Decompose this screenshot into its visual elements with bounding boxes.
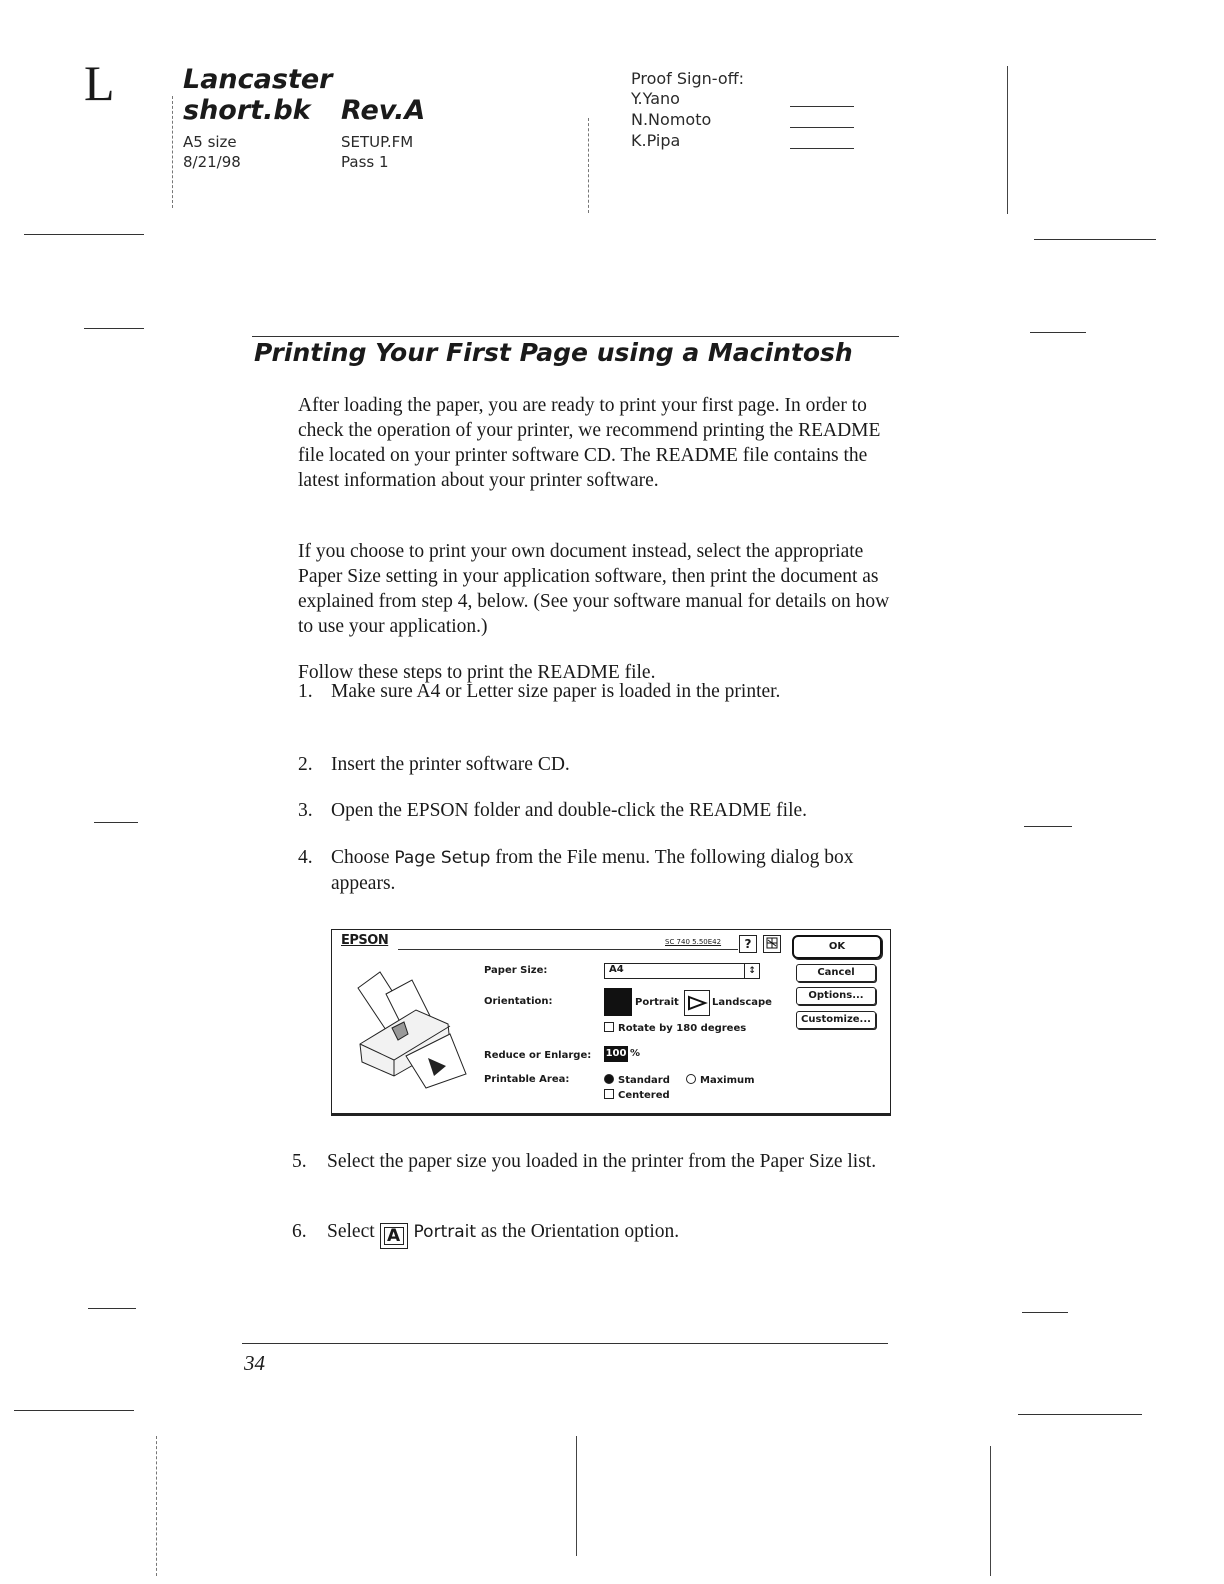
- step-text-pre: Select: [327, 1221, 380, 1242]
- step-text: Make sure A4 or Letter size paper is loaded in the printer.: [331, 681, 781, 702]
- step-text-pre: Choose: [331, 847, 395, 868]
- help-icon-glyph: ?: [744, 937, 752, 951]
- reduce-enlarge-label: Reduce or Enlarge:: [484, 1050, 592, 1061]
- rotate-option[interactable]: [604, 1022, 746, 1034]
- step-number: 1.: [298, 681, 313, 702]
- header-date: 8/21/98: [183, 153, 241, 171]
- maximum-label: Maximum: [700, 1075, 755, 1086]
- help-icon[interactable]: [739, 935, 757, 953]
- paper-size-select[interactable]: [604, 963, 760, 979]
- printer-settings-icon[interactable]: [763, 935, 781, 953]
- landscape-label: Landscape: [712, 997, 772, 1008]
- step-number: 4.: [298, 847, 313, 868]
- step-text: Select the paper size you loaded in the printer from the Paper Size list.: [327, 1151, 877, 1172]
- ui-option-portrait: Portrait: [413, 1222, 477, 1242]
- header-title-line1: Lancaster: [183, 64, 333, 95]
- signoff-line-3: [790, 148, 854, 149]
- rotate-label: Rotate by 180 degrees: [618, 1023, 747, 1034]
- step-text: Insert the printer software CD.: [331, 754, 570, 775]
- paragraph-follow-steps: Follow these steps to print the README file.: [298, 662, 656, 683]
- standard-label: Standard: [618, 1075, 670, 1086]
- header-size: A5 size: [183, 133, 237, 151]
- proof-signer-1: Y.Yano: [631, 89, 680, 108]
- step-number: 2.: [298, 754, 313, 775]
- maximum-radio[interactable]: [686, 1074, 696, 1084]
- header-title-line2: short.bk: [183, 95, 311, 126]
- crop-mark-vertical: [576, 1436, 577, 1556]
- centered-checkbox[interactable]: [604, 1089, 614, 1099]
- centered-label: Centered: [618, 1090, 670, 1101]
- page-setup-dialog: [331, 929, 891, 1116]
- orientation-label: Orientation:: [484, 996, 553, 1007]
- dialog-title-rule: [398, 949, 738, 950]
- crop-mark: [24, 234, 144, 235]
- crop-mark: [14, 1410, 134, 1411]
- paragraph-own-document: If you choose to print your own document instead, select the appropriate Paper Size setting in your application software, then print the document as explained from step 4, below. (See your software manual for details on how to use your application.): [298, 541, 890, 637]
- landscape-glyph: [685, 991, 709, 1015]
- crop-mark: [88, 1308, 136, 1309]
- footer-rule: [242, 1343, 888, 1344]
- proof-signer-3: K.Pipa: [631, 131, 681, 150]
- paper-size-value: A4: [609, 964, 624, 975]
- portrait-a-icon: A: [380, 1223, 408, 1249]
- centered-option[interactable]: [604, 1089, 670, 1101]
- step-text: [327, 1219, 897, 1249]
- crop-mark: [94, 822, 138, 823]
- header-dash-left: [172, 96, 173, 208]
- header-dash-mid: [588, 118, 589, 213]
- dialog-brand: EPSON: [341, 933, 389, 948]
- step-text: Open the EPSON folder and double-click the README file.: [331, 800, 808, 821]
- customize-button[interactable]: Customize...: [796, 1011, 876, 1029]
- select-arrows-icon: ↕: [744, 964, 759, 978]
- crop-mark: [1024, 826, 1072, 827]
- standard-radio[interactable]: [604, 1074, 614, 1084]
- cancel-button[interactable]: Cancel: [796, 964, 876, 982]
- standard-option[interactable]: [604, 1074, 670, 1086]
- signoff-line-1: [790, 106, 854, 107]
- page-number: 34: [244, 1351, 265, 1375]
- header-rev: Rev.A: [341, 95, 426, 126]
- crop-mark-vertical: [156, 1436, 157, 1576]
- section-rule: [252, 336, 899, 337]
- crop-mark: [1034, 239, 1156, 240]
- paper-size-label: Paper Size:: [484, 965, 548, 976]
- crop-mark-vertical: [990, 1446, 991, 1576]
- crop-mark: [84, 328, 144, 329]
- options-button[interactable]: Options...: [796, 987, 876, 1005]
- maximum-option[interactable]: [686, 1074, 755, 1086]
- step-number: 5.: [292, 1151, 307, 1172]
- portrait-icon[interactable]: [604, 988, 632, 1016]
- header-file: SETUP.FM: [341, 133, 414, 151]
- header-pass: Pass 1: [341, 153, 389, 171]
- header-rule-right: [1007, 66, 1008, 214]
- landscape-icon[interactable]: [684, 990, 710, 1016]
- step-number: 3.: [298, 800, 313, 821]
- corner-mark: L: [84, 55, 115, 111]
- step-text: [331, 845, 901, 896]
- step-number: 6.: [292, 1221, 307, 1242]
- proof-label: Proof Sign-off:: [631, 69, 745, 88]
- section-title: Printing Your First Page using a Macintosh: [254, 338, 853, 367]
- reduce-enlarge-input[interactable]: 100: [604, 1046, 628, 1062]
- crop-mark: [1018, 1414, 1142, 1415]
- crop-mark: [1030, 332, 1086, 333]
- printer-illustration: [346, 968, 470, 1090]
- rotate-checkbox[interactable]: [604, 1022, 614, 1032]
- paragraph-intro: After loading the paper, you are ready to print your first page. In order to check the operation of your printer, we recommend printing the README file located on your printer software CD. The README file contains the latest information about your printer software.: [298, 395, 881, 491]
- portrait-label: Portrait: [635, 997, 679, 1008]
- proof-signer-2: N.Nomoto: [631, 110, 712, 129]
- printable-area-label: Printable Area:: [484, 1074, 570, 1085]
- signoff-line-2: [790, 127, 854, 128]
- grid-icon: [765, 936, 779, 950]
- crop-mark: [1022, 1312, 1068, 1313]
- step-text-post: from the File menu. The following dialog box appears.: [331, 847, 854, 894]
- ui-command-page-setup: Page Setup: [394, 848, 491, 868]
- percent-sign: %: [630, 1048, 641, 1059]
- ok-button[interactable]: OK: [792, 935, 882, 959]
- step-text-post: as the Orientation option.: [476, 1221, 680, 1242]
- dialog-model: SC 740 5.50E42: [665, 938, 722, 946]
